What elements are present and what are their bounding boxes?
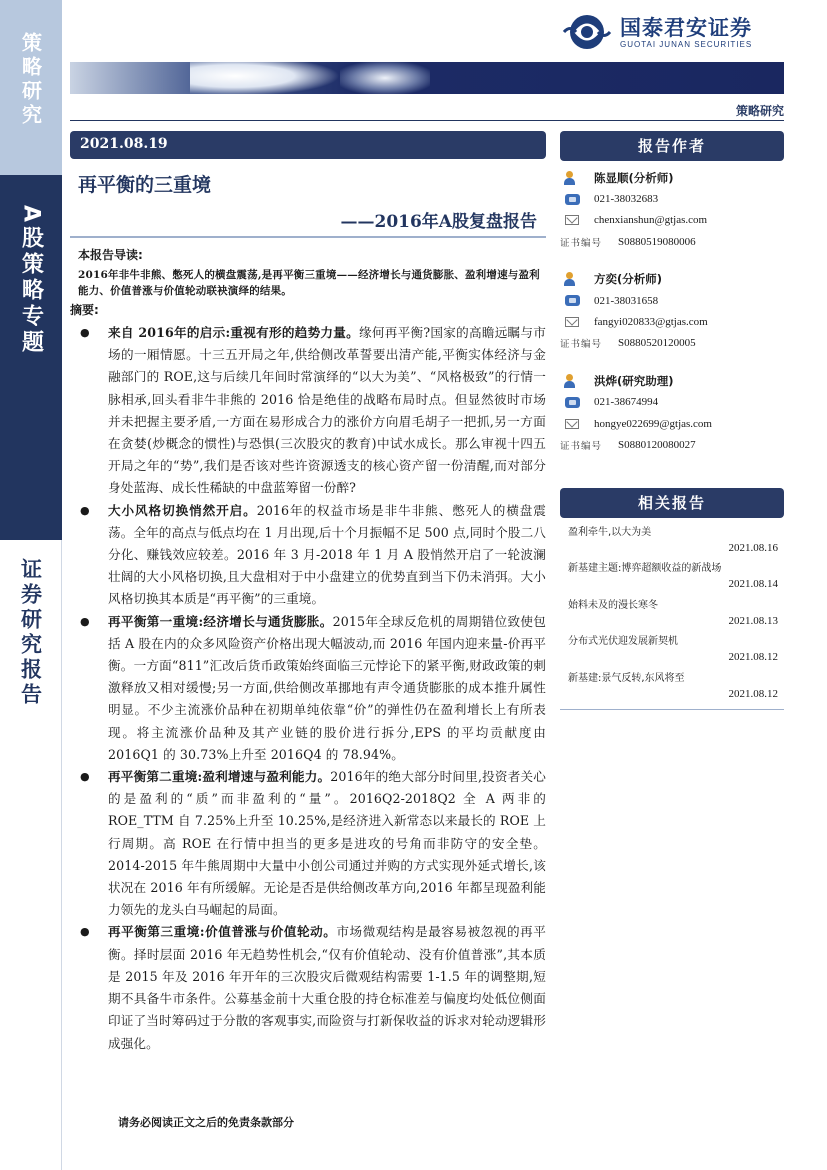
related-list	[560, 522, 784, 704]
analyst-phone: 021-38032683	[594, 193, 659, 206]
person-icon	[560, 269, 584, 290]
analyst-phone: 021-38674994	[594, 396, 659, 409]
disclaimer-note: 请务必阅读正文之后的免责条款部分	[118, 1116, 294, 1129]
cert-label: 证书编号	[560, 237, 603, 249]
analyst-name: 陈显顺(分析师)	[594, 170, 674, 185]
mail-icon	[560, 413, 584, 434]
related-title[interactable]: 新基建主题:博弈超额收益的新战场	[568, 563, 722, 575]
side-segment-middle	[0, 175, 62, 540]
analyst-card	[560, 370, 784, 456]
related-date: 2021.08.12	[728, 651, 778, 664]
logo-mark-icon	[562, 13, 612, 51]
cert-label: 证书编号	[560, 339, 603, 351]
authors-panel	[560, 131, 784, 456]
banner-decoration-secondary	[340, 62, 430, 94]
mail-icon	[560, 210, 584, 231]
abstract-list	[70, 322, 546, 1055]
related-title[interactable]: 新基建:景气反转,东风将至	[568, 672, 685, 684]
abstract-point	[70, 611, 546, 766]
analyst-cert: S0880120080027	[618, 438, 696, 451]
related-date: 2021.08.16	[728, 542, 778, 554]
side-band	[0, 0, 62, 1170]
lead-text: 2016年非牛非熊、憋死人的横盘震荡,是再平衡三重境——经济增长与通货膨胀、盈利增速与盈利能力、价值普涨与价值轮动联袂演绎的结果。	[78, 269, 540, 297]
person-icon	[560, 370, 584, 391]
related-item[interactable]	[560, 522, 784, 558]
analyst-phone: 021-38031658	[594, 294, 659, 307]
abstract-point	[70, 322, 546, 500]
point-heading: 再平衡第二重境:盈利增速与盈利能力。	[108, 769, 331, 785]
point-text: 缘何再平衡?国家的高瞻远瞩与市场的一厢情愿。十三五开局之年,供给侧改革誓要出清产能,平衡实体经济与金融部门的 ROE,这与后续几年间时常演绎的“以大为美”、“风格极致”的行情一脉相承,回头看非牛非熊的 2016 恰是绝佳的战略布局时点。但显然彼时市场并未把握主要矛盾,一方面在易形成合力的涨价方向眉毛胡子一把抓,另一方面在贪婪(炒概念的惯性)与恐惧(三次股灾的教育)中试水成长。那么审视十四五开局之年的“势”,我们是否该对些许资源透支的核心资产留一份清醒,而对部分身处蓝海、成长性稀缺的中盘蓝筹留一份醉?	[108, 325, 546, 496]
analyst-email[interactable]: fangyi020833@gtjas.com	[594, 316, 708, 329]
abstract-point	[70, 766, 546, 921]
related-date: 2021.08.14	[728, 578, 778, 591]
banner-decoration	[190, 62, 340, 94]
lead-heading: 本报告导读:	[78, 248, 143, 262]
related-item[interactable]	[560, 558, 784, 594]
title-divider	[70, 236, 546, 238]
cert-label: 证书编号	[560, 440, 603, 452]
related-item[interactable]	[560, 631, 784, 667]
point-text: 2015年全球反危机的周期错位致使包括 A 股在内的众多风险资产价格出现大幅波动,而 2016 年国内迎来量-价再平衡。一方面“811”汇改后货币政策始终面临三元悖论下的紧平衡,财政政策的刺激释放又相对缓慢;另一方面,供给侧改革挪地有声令通货膨胀的成本推升属性明显。不少主流涨价品种在初期单纯依靠“价”的弹性仍在盈利增长上有所表现。将主流涨价品种及其产业链的股价进行拆分,EPS 的平均贡献度由 2016Q1 的 30.73%上升至 2016Q4 的 78.94%。	[108, 613, 546, 762]
point-text: 2016年的绝大部分时间里,投资者关心的是盈利的“质”而非盈利的“量”。2016Q2-2018Q2 全 A 两非的 ROE_TTM 自 7.25%上升至 10.25%,是经济进入新常态以来最长的 ROE 上行周期。高 ROE 在行情中担当的更多是进攻的号角而非防守的安全垫。2014-2015 年牛熊周期中大量中小创公司通过并购的方式实现外延式增长,该状况在 2016 年有所缓解。无论是否是供给侧改革方向,2016 年都呈现盈利能力领先的龙头白马崛起的局面。	[108, 769, 546, 918]
side-bottom-label: 证券研究报告	[18, 558, 43, 708]
point-heading: 再平衡第一重境:经济增长与通货膨胀。	[108, 613, 333, 629]
analyst-cert: S0880519080006	[618, 235, 696, 248]
related-title[interactable]: 盈利牵牛,以大为美	[568, 527, 652, 538]
analyst-name: 洪烨(研究助理)	[594, 373, 674, 388]
abstract-point	[70, 921, 546, 1054]
authors-heading: 报告作者	[560, 131, 784, 161]
point-text: 市场微观结构是最容易被忽视的再平衡。择时层面 2016 年无趋势性机会,“仅有价值轮动、没有价值普涨”,其本质是 2015 年及 2016 年开年的三次股灾后微观结构需要 1-1.5 年的调整期,短期不具备牛市条件。公募基金前十大重仓股的持仓标准差与偏度均处低位侧面印证了当时筹码过于分散的客观事实,而险资与打新保收益的诉求对轮动逻辑形成强化。	[108, 924, 546, 1051]
abstract-heading: 摘要:	[70, 303, 99, 317]
related-title[interactable]: 始料未及的漫长寒冬	[568, 599, 658, 611]
side-segment-top	[0, 0, 62, 175]
related-title[interactable]: 分布式光伏迎发展新契机	[568, 636, 678, 648]
phone-icon	[560, 392, 584, 413]
logo-english-name: GUOTAI JUNAN SECURITIES	[620, 39, 753, 49]
logo-chinese-name: 国泰君安证券	[620, 15, 752, 40]
header-banner	[70, 62, 784, 94]
analyst-name: 方奕(分析师)	[594, 272, 663, 287]
related-heading: 相关报告	[560, 488, 784, 518]
report-date: 2021.08.19	[70, 131, 546, 159]
person-icon	[560, 167, 584, 188]
abstract-point	[70, 500, 546, 611]
related-divider	[560, 709, 784, 710]
point-heading: 再平衡第三重境:价值普涨与价值轮动。	[108, 924, 337, 940]
phone-icon	[560, 290, 584, 311]
related-item[interactable]	[560, 668, 784, 704]
mail-icon	[560, 312, 584, 333]
point-text: 2016年的权益市场是非牛非熊、憋死人的横盘震荡。全年的高点与低点均在 1 月出现,后十个月振幅不足 500 点,同时个股二八分化、赚钱效应较差。2016 年 3 月-2018 年 1 月 A 股悄然开启了一轮波澜壮阔的大小风格切换,且大盘相对于中小盘建立的优势直到当下仍未消弭。大小风格切换其本质是“再平衡”的三重境。	[108, 502, 546, 607]
related-item[interactable]	[560, 595, 784, 631]
side-segment-bottom	[0, 540, 62, 1170]
analyst-card	[560, 167, 784, 253]
company-logo	[562, 12, 784, 52]
header-divider	[70, 120, 784, 121]
analyst-cert: S0880520120005	[618, 337, 696, 350]
analyst-email[interactable]: hongye022699@gtjas.com	[594, 417, 712, 430]
side-top-label: 策略研究	[18, 32, 43, 128]
report-subtitle: ——2016年A股复盘报告	[340, 212, 537, 232]
point-heading: 大小风格切换悄然开启。	[108, 502, 257, 518]
analyst-card	[560, 269, 784, 355]
related-panel	[560, 488, 784, 704]
point-heading: 来自 2016年的启示:重视有形的趋势力量。	[108, 325, 360, 340]
phone-icon	[560, 189, 584, 210]
report-title: 再平衡的三重境	[78, 174, 212, 196]
related-date: 2021.08.13	[728, 614, 778, 627]
report-body	[70, 246, 546, 1055]
report-category: 策略研究	[735, 104, 784, 118]
related-date: 2021.08.12	[728, 687, 778, 700]
side-middle-label: A股策略专题	[18, 205, 44, 357]
analyst-email[interactable]: chenxianshun@gtjas.com	[594, 214, 708, 227]
